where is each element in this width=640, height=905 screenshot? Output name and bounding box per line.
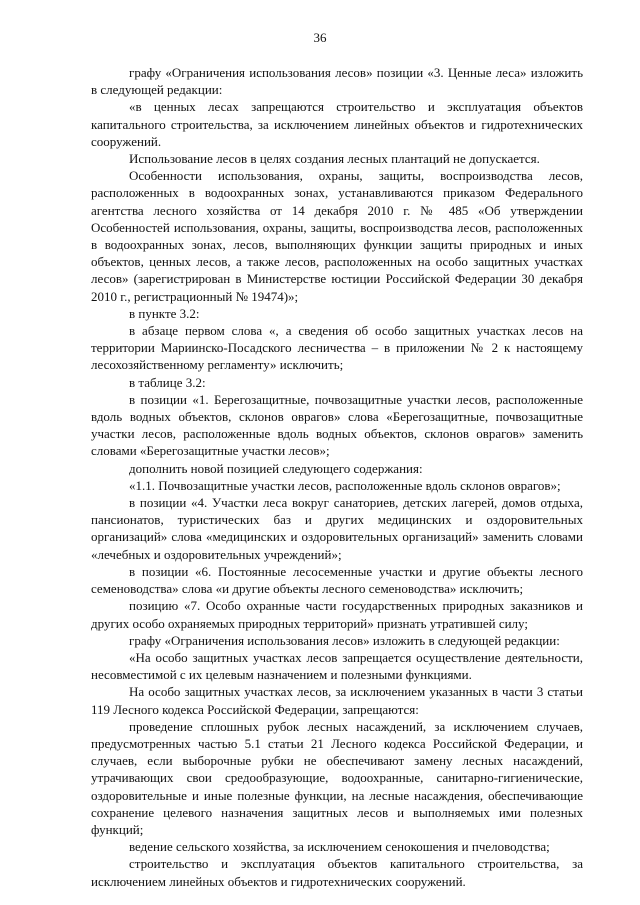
paragraph: ведение сельского хозяйства, за исключением сенокошения и пчеловодства;	[129, 839, 550, 855]
paragraph: проведение сплошных рубок лесных насаждений, за исключением случаев, предусмотренных частью 5.1 статьи 21 Лесного кодекса Российской Федерации, и случаев, если выборочные рубки не обеспечивают замену лесных насаждений, утрачивающих свои средообразующие, водоохранные, санитарно-гигиенические, оздоровительные и иные полезные функции, на лесные насаждения, обеспечивающие сохранение целевого назначения защитных лесов и выполняемых ими полезных функций;	[91, 718, 583, 837]
paragraph: «1.1. Почвозащитные участки лесов, расположенные вдоль склонов оврагов»;	[129, 477, 561, 493]
paragraph: Использование лесов в целях создания лесных плантаций не допускается.	[129, 151, 540, 167]
paragraph: позицию «7. Особо охранные части государственных природных заказников и других особо охраняемых природных территорий» признать утратившей силу;	[91, 598, 583, 631]
paragraph: дополнить новой позицией следующего содержания:	[129, 460, 423, 476]
paragraph: На особо защитных участках лесов, за исключением указанных в части 3 статьи 119 Лесного кодекса Российской Федерации, запрещаются:	[91, 684, 583, 717]
document-body	[91, 64, 583, 890]
paragraph: в абзаце первом слова «, а сведения об особо защитных участках лесов на территории Мариинско-Посадского лесничества – в приложении № 2 к настоящему лесохозяйственному регламенту» исключить;	[91, 323, 583, 373]
page-number: 36	[313, 30, 327, 45]
paragraph: в таблице 3.2:	[129, 374, 206, 390]
paragraph: в позиции «4. Участки леса вокруг санаториев, детских лагерей, домов отдыха, пансионатов, туристических баз и других медицинских и оздоровительных организаций» слова «медицинских и оздоровительных организаций» заменить словами «лечебных и оздоровительных учреждений»;	[91, 495, 583, 562]
paragraph: графу «Ограничения использования лесов» позиции «3. Ценные леса» изложить в следующей редакции:	[91, 65, 583, 98]
paragraph: в позиции «6. Постоянные лесосеменные участки и другие объекты лесного семеноводства» слова «и другие объекты лесного семеноводства» исключить;	[91, 563, 583, 597]
paragraph: графу «Ограничения использования лесов» изложить в следующей редакции:	[129, 632, 560, 648]
paragraph: строительство и эксплуатация объектов капитального строительства, за исключением линейных объектов и гидротехнических сооружений.	[91, 856, 583, 889]
paragraph: в позиции «1. Берегозащитные, почвозащитные участки лесов, расположенные вдоль водных объектов, склонов оврагов» слова «Берегозащитные, почвозащитные участки лесов, расположенные вдоль водных объектов, склонов оврагов» заменить словами «Берегозащитные участки лесов»;	[91, 391, 583, 459]
paragraph: Особенности использования, охраны, защиты, воспроизводства лесов, расположенных в водоохранных зонах, устанавливаются приказом Федерального агентства лесного хозяйства от 14 декабря 2010 г. № 485 «Об утверждении Особенностей использования, охраны, защиты, воспроизводства лесов, расположенных в водоохранных зонах, лесов, выполняющих функции защиты природных и иных объектов, ценных лесов, а также лесов, расположенных на особо защитных участках лесов» (зарегистрирован в Министерстве юстиции Российской Федерации 30 декабря 2010 г., регистрационный № 19474)»;	[91, 168, 583, 304]
paragraph: «На особо защитных участках лесов запрещается осуществление деятельности, несовместимой с их целевым назначением и полезными функциями.	[91, 649, 583, 683]
paragraph: в пункте 3.2:	[129, 305, 200, 321]
paragraph: «в ценных лесах запрещаются строительство и эксплуатация объектов капитального строительства, за исключением линейных объектов и гидротехнических сооружений.	[91, 99, 583, 149]
